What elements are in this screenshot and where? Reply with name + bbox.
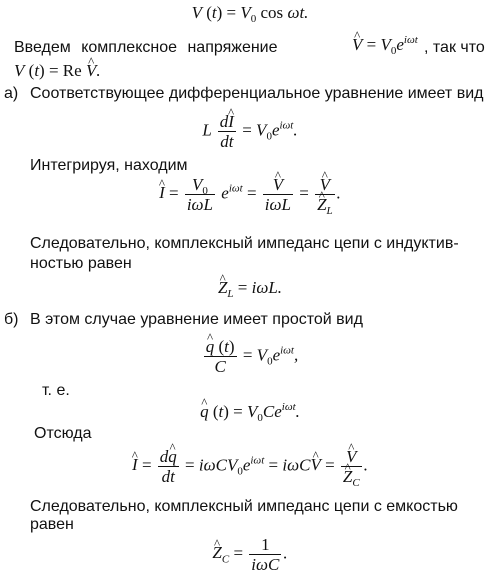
part-b-conclusion-line1: Следовательно, комплексный импеданс цепи с емкостью bbox=[30, 498, 458, 515]
equation-current-capacitor: ^ I = $\frac{d\^{} q}{dt}$ = $i\omega CV_0e^{i\omega t}$ = iωC^ V = ^ V ^ $Z_C$ . bbox=[0, 447, 500, 486]
part-b-label: б) bbox=[4, 311, 19, 328]
equation-current: ^ I = $\frac{V_0}{\text{iωL}}$ $e^{i\omega t}$ = ^ $\frac{V}{\text{iωL}}$ = ^ V ^ $Z_L$ . bbox=[0, 175, 500, 214]
equation-voltage: V $(t) = V_0$ cos ωt. bbox=[191, 3, 309, 25]
equation-capacitor-charge: ^ $\frac{q (t)}{C}$ = $V_0e^{i\omega t}$, bbox=[0, 337, 500, 376]
intro-line1-text: Введем комплексное напряжение bbox=[14, 39, 278, 56]
equation-real-part: V (t) = Re ^ V. bbox=[14, 60, 101, 82]
part-a-conclusion-line2: ностью равен bbox=[30, 255, 132, 272]
equation-charge: ^ q $(t) = V_0Ce^{i\omega t}$. bbox=[0, 401, 500, 423]
part-a-label: а) bbox=[4, 85, 19, 102]
equation-impedance-inductor: ^ $Z_L = i\omega L$. bbox=[0, 277, 500, 299]
hence-text: Отсюда bbox=[34, 425, 92, 442]
part-b-conclusion-line2: равен bbox=[30, 516, 74, 533]
part-b-text: В этом случае уравнение имеет простой вид bbox=[30, 311, 363, 328]
equation-complex-voltage: ^ $V = V_0e^{i\omega t}$ bbox=[352, 34, 418, 56]
part-a-conclusion-line1: Следовательно, комплексный импеданс цепи с индуктив- bbox=[30, 235, 459, 252]
equation-differential: L $\frac{d\^{} I}{dt}$ = $V_0e^{i\omega t}$. bbox=[0, 112, 500, 151]
part-a-text: Соответствующее дифференциальное уравнение имеет вид bbox=[30, 85, 484, 102]
intro-line1-suffix: , так что bbox=[424, 39, 485, 56]
integrating-text: Интегрируя, находим bbox=[30, 157, 188, 174]
ie-text: т. е. bbox=[42, 382, 70, 399]
equation-impedance-capacitor: ^ $Z_C$ = $\frac{1}{\text{iωC}}$ . bbox=[0, 535, 500, 574]
